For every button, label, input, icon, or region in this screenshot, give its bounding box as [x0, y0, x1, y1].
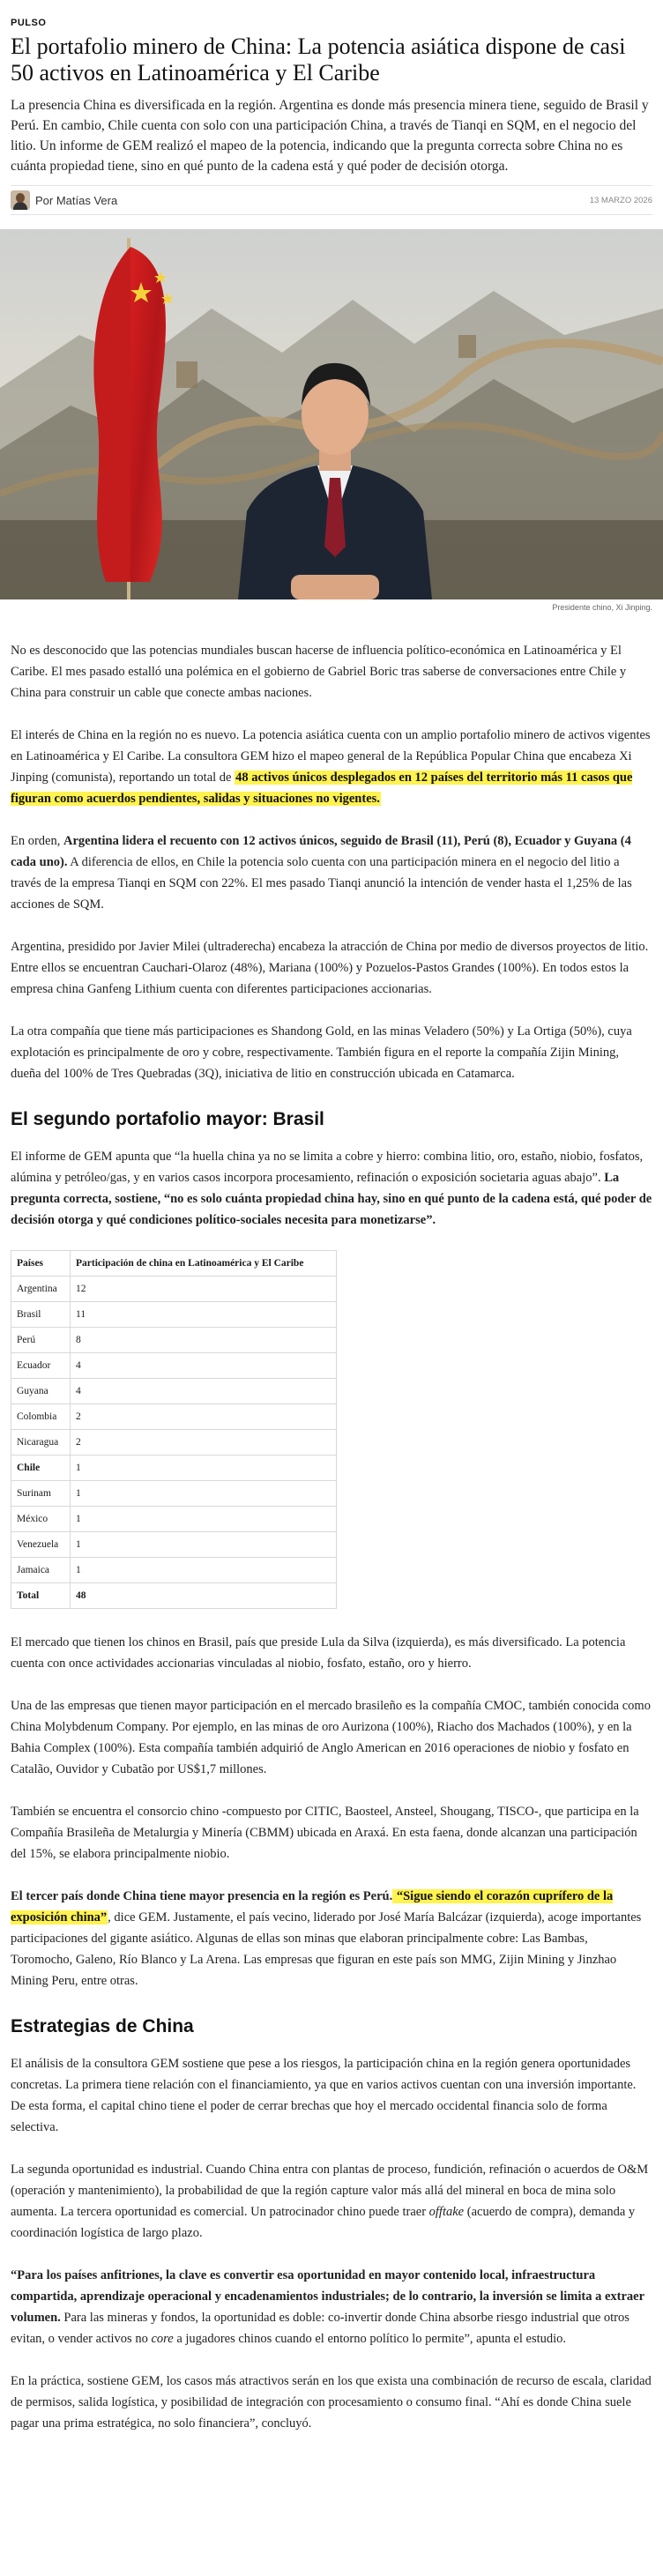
country-cell: Brasil	[11, 1302, 71, 1328]
text-run: A diferencia de ellos, en Chile la potencia solo cuenta con una participación minera en el negocio del litio a través de la empresa Tianqi en SQM con 22%. El mes pasado Tianqi anunció la intención de vender hasta el 1,25% de las acciones de SQM.	[11, 855, 632, 912]
author-avatar	[11, 190, 30, 210]
value-cell: 1	[71, 1532, 337, 1558]
paragraph	[11, 1146, 652, 1231]
country-cell: Nicaragua	[11, 1430, 71, 1456]
table-row	[11, 1558, 337, 1583]
country-cell: Argentina	[11, 1277, 71, 1302]
country-cell: Chile	[11, 1456, 71, 1481]
text-run: , dice GEM. Justamente, el país vecino, liderado por José María Balcázar (izquierda), acoge importantes participaciones del gigante asiático. Algunas de ellas son minas que elaboran principalmente cobre: Las Bambas, Toromocho, Galeno, Río Blanco y La Arena. Las empresas que figuran en este país son MMG, Zijin Mining y Jinzhao Mining Peru, entre otras.	[11, 1910, 642, 1988]
text-run: En orden,	[11, 834, 63, 848]
value-cell: 1	[71, 1558, 337, 1583]
country-cell: Surinam	[11, 1481, 71, 1507]
paragraph	[11, 2265, 652, 2349]
value-cell: 1	[71, 1481, 337, 1507]
hero-image	[0, 229, 663, 599]
hero-photo-illustration	[0, 229, 663, 599]
table-row	[11, 1430, 337, 1456]
highlighted-quote: “Sigue siendo el corazón cuprífero de la exposición china”	[11, 1889, 614, 1925]
value-cell: 2	[71, 1430, 337, 1456]
country-cell: México	[11, 1507, 71, 1532]
value-cell: 11	[71, 1302, 337, 1328]
paragraph: También se encuentra el consorcio chino -compuesto por CITIC, Baosteel, Ansteel, Shougang, TISCO-, que participa en la Compañía Brasileña de Metalurgia y Minería (CBMM) ubicada en Araxá. En esta faena, donde alcanzan una participación del 15%, se elabora principalmente niobio.	[11, 1805, 639, 1861]
table-row	[11, 1277, 337, 1302]
paragraph	[11, 1886, 652, 1992]
image-caption: Presidente chino, Xi Jinping.	[552, 603, 652, 612]
value-cell: 8	[71, 1328, 337, 1353]
column-header-countries: Países	[11, 1251, 71, 1277]
paragraph: No es desconocido que las potencias mundiales buscan hacerse de influencia político-económica en Latinoamérica y El Caribe. El mes pasado estalló una polémica en el gobierno de Gabriel Boric tras saberse de conversaciones entre Chile y China para construir un cable que conecte ambas naciones.	[11, 644, 627, 700]
paragraph	[11, 2159, 652, 2244]
byline	[11, 185, 652, 215]
country-cell: Guyana	[11, 1379, 71, 1404]
bold-text: Argentina lidera el recuento con 12 activos únicos, seguido de Brasil (11), Perú (8), Ecuador y Guyana (4 cada uno).	[11, 834, 631, 869]
paragraph: Argentina, presidido por Javier Milei (ultraderecha) encabeza la atracción de China por medio de diversos proyectos de litio. Entre ellos se encuentran Cauchari-Olaroz (48%), Mariana (100%) y Pozuelos-Pastos Grandes (100%). En todos estos la empresa china Ganfeng Lithium cuenta con diferentes participaciones accionarias.	[11, 940, 649, 996]
article-body	[0, 640, 663, 2434]
paragraph: Una de las empresas que tienen mayor participación en el mercado brasileño es la compañía CMOC, también conocida como China Molybdenum Company. Por ejemplo, en las minas de oro Aurizona (100%), Riacho dos Machados (100%), y en la Bahia Complex (100%). Esta compañía también adquirió de Anglo American en 2016 operaciones de niobio y fosfato en Catalão, Ouvidor y Cubatão por US$1,7 millones.	[11, 1699, 651, 1776]
paragraph	[11, 725, 652, 809]
text-run: El informe de GEM apunta que “la huella china ya no se limita a cobre y hierro: combina litio, oro, estaño, niobio, fosfatos, alúmina y petróleo/gas, y en varios casos incorpora procesamiento, refinación o exposición societaria aguas abajo”.	[11, 1150, 644, 1185]
country-cell: Venezuela	[11, 1532, 71, 1558]
paragraph	[11, 830, 652, 915]
italic-term: offtake	[428, 2205, 465, 2219]
paragraph: El mercado que tienen los chinos en Brasil, país que preside Lula da Silva (izquierda), es más diversificado. La potencia cuenta con once actividades accionarias vinculadas al niobio, fosfato, estaño, oro y hierro.	[11, 1635, 626, 1671]
table-row	[11, 1328, 337, 1353]
text-run: El interés de China en la región no es nuevo. La potencia asiática cuenta con un amplio portafolio minero de activos vigentes en Latinoamérica y El Caribe. La consultora GEM hizo el mapeo general de la República Popular China que encabeza Xi Jinping (comunista), reportando un total de	[11, 728, 651, 785]
article-lead: La presencia China es diversificada en la región. Argentina es donde más presencia minera tiene, seguido de Brasil y Perú. En cambio, Chile cuenta con solo con una participación China, a través de Tianqi en SQM, en el negocio del litio. Un informe de GEM realizó el mapeo de la potencia, indicando que la pregunta correcta sobre China no es cuánta propiedad tiene, sino en qué punto de la cadena está y qué poder de decisión otorga.	[11, 98, 649, 174]
table-row	[11, 1507, 337, 1532]
section-heading: El segundo portafolio mayor: Brasil	[11, 1109, 324, 1129]
country-cell: Colombia	[11, 1404, 71, 1430]
paragraph: La otra compañía que tiene más participaciones es Shandong Gold, en las minas Veladero (50%) y La Ortiga (50%), cuya explotación es principalmente de oro y cobre, respectivamente. También figura en el reporte la compañía Zijin Mining, dueña del 100% de Tres Quebradas (3Q), iniciativa de litio en construcción ubicada en Catamarca.	[11, 1024, 632, 1081]
table-row	[11, 1456, 337, 1481]
paragraph: En la práctica, sostiene GEM, los casos más atractivos serán en los que exista una combinación de recurso de escala, claridad de permisos, salida logística, y posibilidad de integración con procesamiento o consumo final. “Ahí es donde China suele pagar una prima estratégica, no solo financiera”, concluyó.	[11, 2374, 652, 2431]
total-label: Total	[11, 1583, 71, 1609]
total-value: 48	[71, 1583, 337, 1609]
table-row	[11, 1379, 337, 1404]
table-row	[11, 1481, 337, 1507]
country-cell: Perú	[11, 1328, 71, 1353]
participation-table	[11, 1250, 337, 1609]
table-row	[11, 1353, 337, 1379]
highlighted-text: 48 activos únicos desplegados en 12 países del territorio más 11 casos que figuran como acuerdos pendientes, salidas y situaciones no vigentes.	[11, 771, 633, 806]
text-run: Para las mineras y fondos, la oportunidad es doble: co-invertir donde China absorbe riesgo industrial que otros evitan, o vender activos no	[11, 2311, 629, 2346]
column-header-participation: Participación de china en Latinoamérica y El Caribe	[71, 1251, 337, 1277]
italic-term: core	[151, 2332, 174, 2346]
section-heading: Estrategias de China	[11, 2016, 194, 2036]
paragraph: El análisis de la consultora GEM sostiene que pese a los riesgos, la participación china en la región genera oportunidades concretas. La primera tiene relación con el financiamiento, ya que en varios activos cuentan con una inversión importante. De esta forma, el capital chino tiene el poder de cerrar brechas que hoy el mercado occidental financia solo de forma selectiva.	[11, 2057, 637, 2134]
bold-text: “Para los países anfitriones, la clave es convertir esa oportunidad en mayor contenido local, infraestructura compartida, aprendizaje operacional y encadenamientos industriales; de lo contrario, la inversión se limita a extraer volumen.	[11, 2268, 644, 2325]
value-cell: 1	[71, 1456, 337, 1481]
section-kicker[interactable]: PULSO	[11, 18, 47, 28]
value-cell: 4	[71, 1353, 337, 1379]
value-cell: 2	[71, 1404, 337, 1430]
bold-text: El tercer país donde China tiene mayor presencia en la región es Perú.	[11, 1889, 393, 1903]
table-header-row	[11, 1251, 337, 1277]
author-name[interactable]: Por Matías Vera	[35, 193, 118, 207]
table-row	[11, 1302, 337, 1328]
table-row	[11, 1532, 337, 1558]
country-cell: Jamaica	[11, 1558, 71, 1583]
text-run: (acuerdo de compra), demanda y coordinación logística de largo plazo.	[11, 2205, 636, 2240]
bold-text: La pregunta correcta, sostiene, “no es solo cuánta propiedad china hay, sino en qué punto de la cadena está, qué poder de decisión otorga y qué condiciones político-sociales necesita para monetizarse”.	[11, 1171, 652, 1227]
text-run: La segunda oportunidad es industrial. Cuando China entra con plantas de proceso, fundición, refinación o acuerdos de O&M (operación y mantenimiento), la probabilidad de que la región capture valor más allá del mineral en boca de mina solo aumenta. La tercera oportunidad es comercial. Un patrocinador chino puede traer	[11, 2163, 649, 2219]
country-cell: Ecuador	[11, 1353, 71, 1379]
table-row	[11, 1404, 337, 1430]
text-run: a jugadores chinos cuando el entorno político lo permite”, apunta el estudio.	[173, 2332, 567, 2346]
publish-date: 13 MARZO 2026	[589, 195, 652, 205]
value-cell: 1	[71, 1507, 337, 1532]
article-title: El portafolio minero de China: La potencia asiática dispone de casi 50 activos en Latinoamérica y El Caribe	[11, 34, 626, 86]
table-total-row	[11, 1583, 337, 1609]
value-cell: 4	[71, 1379, 337, 1404]
value-cell: 12	[71, 1277, 337, 1302]
author[interactable]	[11, 190, 117, 210]
